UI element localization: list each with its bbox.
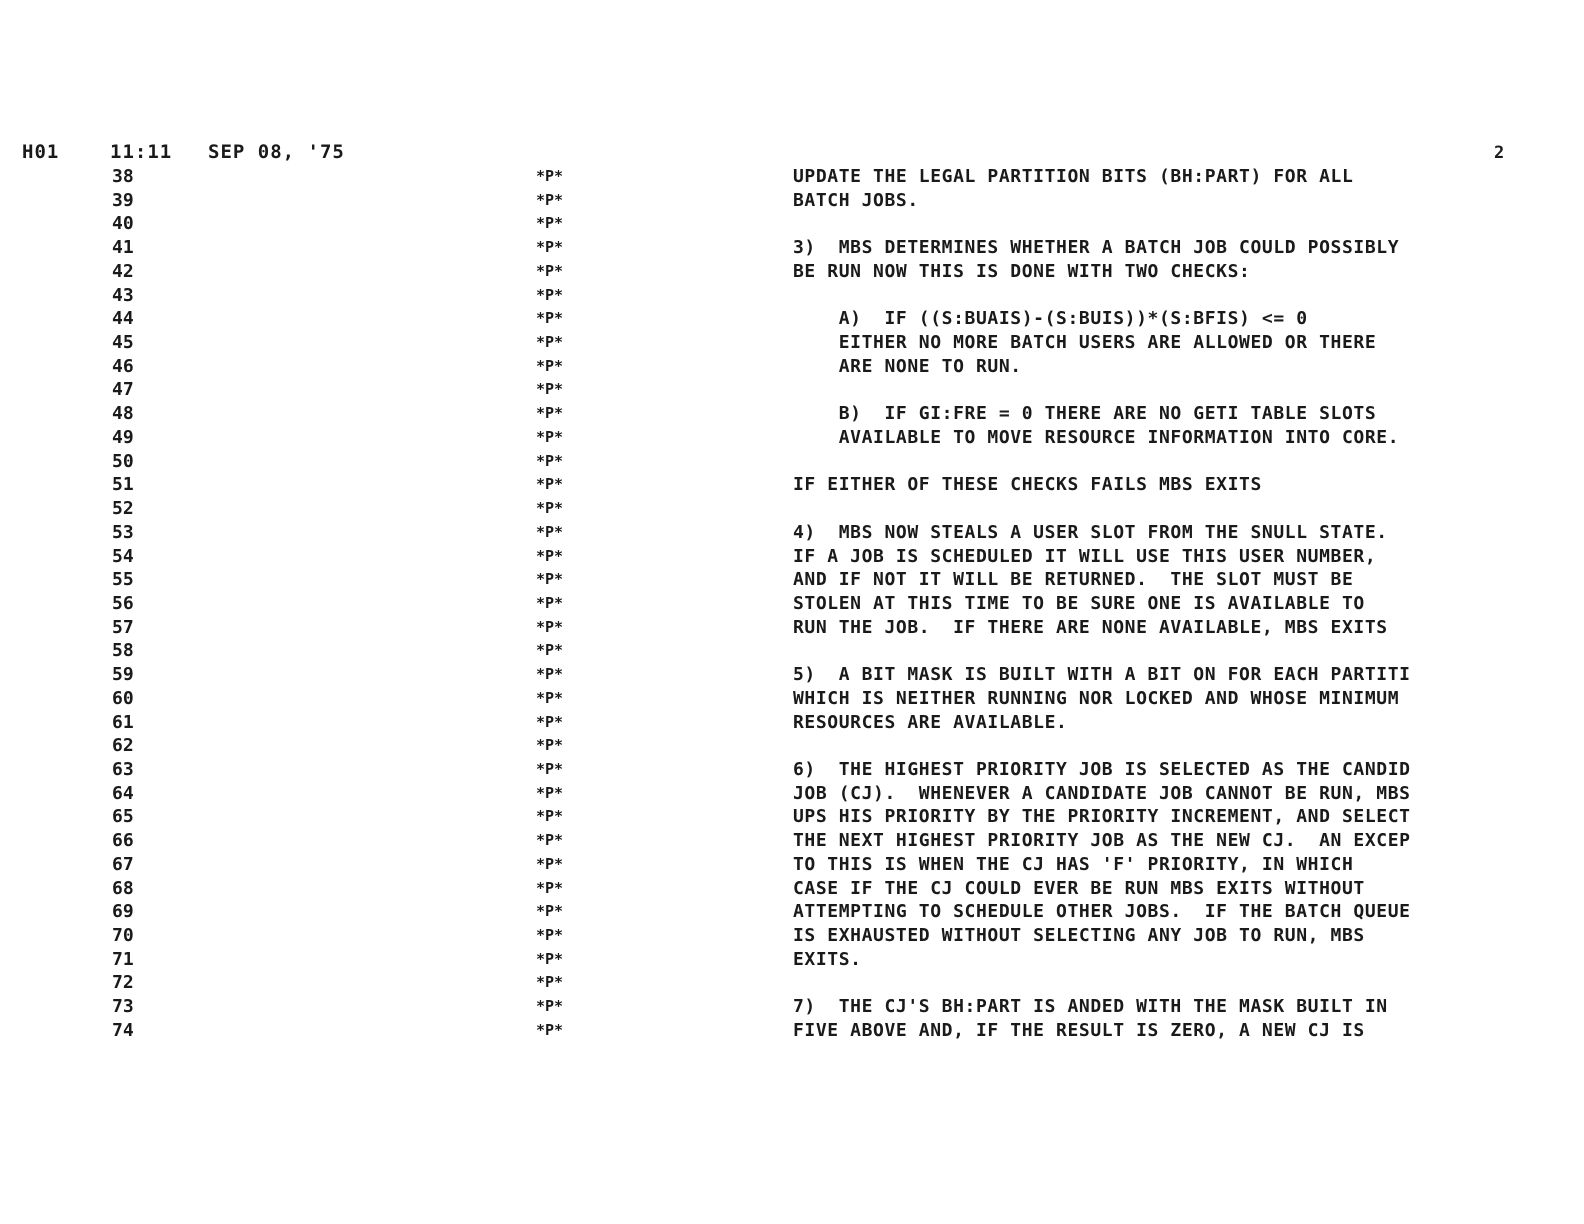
line-number: 67: [112, 853, 134, 875]
line-number: 58: [112, 640, 134, 662]
listing-line: [0, 568, 1584, 592]
comment-marker: *P*: [536, 261, 564, 280]
comment-marker: *P*: [536, 760, 564, 778]
line-text: UPDATE THE LEGAL PARTITION BITS (BH:PART) FOR ALL: [793, 166, 1354, 187]
line-number: 65: [112, 806, 134, 828]
line-number: 53: [112, 521, 134, 543]
line-text: A) IF ((S:BUAIS)-(S:BUIS))*(S:BFIS) <= 0: [793, 308, 1308, 330]
line-number: 56: [112, 592, 134, 614]
comment-marker: *P*: [536, 712, 564, 731]
listing-line: [0, 829, 1584, 853]
comment-marker: *P*: [536, 926, 564, 945]
comment-marker: *P*: [536, 499, 564, 518]
line-text: RESOURCES ARE AVAILABLE.: [793, 711, 1068, 733]
comment-marker: *P*: [536, 333, 564, 352]
line-text: IS EXHAUSTED WITHOUT SELECTING ANY JOB TO RUN, MBS: [793, 925, 1365, 947]
comment-marker: *P*: [536, 949, 564, 968]
line-text: FIVE ABOVE AND, IF THE RESULT IS ZERO, A NEW CJ IS: [793, 1019, 1365, 1041]
comment-marker: *P*: [536, 617, 564, 636]
listing-line: [0, 331, 1584, 355]
comment-marker: *P*: [536, 451, 564, 470]
line-text: 3) MBS DETERMINES WHETHER A BATCH JOB COULD POSSIBLY: [793, 237, 1400, 259]
listing-line: [0, 616, 1584, 640]
comment-marker: *P*: [536, 736, 564, 755]
listing-line: [0, 450, 1584, 474]
line-text: ATTEMPTING TO SCHEDULE OTHER JOBS. IF THE BATCH QUEUE: [793, 901, 1411, 923]
listing-line: [0, 663, 1584, 687]
line-number: 50: [112, 450, 134, 472]
comment-marker: *P*: [536, 285, 564, 304]
listing-line: [0, 924, 1584, 948]
line-number: 47: [112, 379, 134, 401]
listing-line: [0, 877, 1584, 901]
comment-marker: *P*: [536, 783, 564, 802]
comment-marker: *P*: [536, 1020, 564, 1039]
line-number: 59: [112, 664, 134, 686]
listing-line: [0, 521, 1584, 545]
comment-marker: *P*: [536, 546, 564, 565]
line-number: 48: [112, 403, 134, 425]
line-number: 38: [112, 166, 134, 187]
comment-marker: *P*: [536, 404, 564, 423]
line-number: 70: [112, 925, 134, 947]
comment-marker: *P*: [536, 878, 564, 897]
listing-line: [0, 805, 1584, 829]
listing-line: [0, 307, 1584, 331]
comment-marker: *P*: [536, 997, 564, 1016]
line-number: 45: [112, 332, 134, 354]
comment-marker: *P*: [536, 380, 564, 399]
line-number: 43: [112, 284, 134, 306]
line-number: 62: [112, 735, 134, 757]
listing-line: [0, 995, 1584, 1019]
comment-marker: *P*: [536, 831, 564, 850]
line-text: STOLEN AT THIS TIME TO BE SURE ONE IS AVAILABLE TO: [793, 592, 1365, 614]
comment-marker: *P*: [536, 854, 564, 873]
line-text: EXITS.: [793, 948, 862, 970]
comment-marker: *P*: [536, 665, 564, 684]
listing-line: [0, 687, 1584, 711]
listing-line: [0, 165, 1584, 189]
line-number: 46: [112, 355, 134, 377]
listing-line: [0, 189, 1584, 213]
line-text: WHICH IS NEITHER RUNNING NOR LOCKED AND WHOSE MINIMUM: [793, 687, 1400, 709]
comment-marker: *P*: [536, 238, 564, 257]
line-text: 7) THE CJ'S BH:PART IS ANDED WITH THE MASK BUILT IN: [793, 996, 1388, 1018]
line-text: B) IF GI:FRE = 0 THERE ARE NO GETI TABLE SLOTS: [793, 403, 1377, 425]
line-text: TO THIS IS WHEN THE CJ HAS 'F' PRIORITY, IN WHICH: [793, 853, 1354, 875]
line-number: 42: [112, 260, 134, 282]
listing-line: [0, 473, 1584, 497]
line-text: BATCH JOBS.: [793, 189, 919, 211]
listing-line: [0, 971, 1584, 995]
line-number: 74: [112, 1019, 134, 1041]
listing-line: [0, 592, 1584, 616]
line-text: 4) MBS NOW STEALS A USER SLOT FROM THE SNULL STATE.: [793, 521, 1388, 543]
line-text: AVAILABLE TO MOVE RESOURCE INFORMATION INTO CORE.: [793, 426, 1400, 448]
line-text: EITHER NO MORE BATCH USERS ARE ALLOWED OR THERE: [793, 332, 1377, 354]
comment-marker: *P*: [536, 593, 564, 612]
listing-line: [0, 378, 1584, 402]
line-number: 51: [112, 474, 134, 496]
comment-marker: *P*: [536, 214, 564, 233]
comment-marker: *P*: [536, 570, 564, 589]
line-number: 68: [112, 877, 134, 899]
listing-line: [0, 545, 1584, 569]
line-number: 71: [112, 948, 134, 970]
listing-line: [0, 426, 1584, 450]
listing-line: [0, 212, 1584, 236]
line-text: ARE NONE TO RUN.: [793, 355, 1022, 377]
comment-marker: *P*: [536, 688, 564, 707]
line-text: 5) A BIT MASK IS BUILT WITH A BIT ON FOR EACH PARTITI: [793, 664, 1411, 686]
comment-marker: *P*: [536, 973, 564, 992]
comment-marker: *P*: [536, 522, 564, 541]
line-text: JOB (CJ). WHENEVER A CANDIDATE JOB CANNOT BE RUN, MBS: [793, 782, 1411, 804]
listing-line: [0, 1019, 1584, 1043]
listing-line: [0, 948, 1584, 972]
line-number: 44: [112, 308, 134, 330]
line-number: 69: [112, 901, 134, 923]
listing-line: [0, 758, 1584, 782]
comment-marker: *P*: [536, 902, 564, 921]
line-number: 64: [112, 782, 134, 804]
comment-marker: *P*: [536, 807, 564, 826]
comment-marker: *P*: [536, 190, 564, 209]
listing-line: [0, 402, 1584, 426]
line-text: IF A JOB IS SCHEDULED IT WILL USE THIS USER NUMBER,: [793, 545, 1377, 567]
line-number: 63: [112, 759, 134, 780]
header-date: SEP 08, '75: [208, 141, 345, 163]
comment-marker: *P*: [536, 309, 564, 328]
line-number: 52: [112, 498, 134, 520]
line-number: 55: [112, 569, 134, 591]
line-text: CASE IF THE CJ COULD EVER BE RUN MBS EXITS WITHOUT: [793, 877, 1365, 899]
header-code: H01: [22, 141, 60, 163]
line-number: 41: [112, 237, 134, 259]
listing-line: [0, 900, 1584, 924]
line-text: AND IF NOT IT WILL BE RETURNED. THE SLOT MUST BE: [793, 569, 1354, 591]
line-number: 72: [112, 972, 134, 994]
line-text: THE NEXT HIGHEST PRIORITY JOB AS THE NEW CJ. AN EXCEP: [793, 830, 1411, 852]
listing-line: [0, 236, 1584, 260]
listing-line: [0, 782, 1584, 806]
line-number: 39: [112, 189, 134, 211]
line-number: 54: [112, 545, 134, 567]
listing-line: [0, 497, 1584, 521]
comment-marker: *P*: [536, 641, 564, 660]
line-number: 40: [112, 213, 134, 235]
comment-marker: *P*: [536, 167, 564, 185]
page-number: 2: [1494, 143, 1505, 163]
line-number: 60: [112, 687, 134, 709]
header-time: 11:11: [110, 141, 173, 163]
line-number: 66: [112, 830, 134, 852]
line-number: 49: [112, 426, 134, 448]
listing-line: [0, 355, 1584, 379]
comment-marker: *P*: [536, 475, 564, 494]
line-text: UPS HIS PRIORITY BY THE PRIORITY INCREMENT, AND SELECT: [793, 806, 1411, 828]
listing-line: [0, 853, 1584, 877]
line-text: RUN THE JOB. IF THERE ARE NONE AVAILABLE, MBS EXITS: [793, 616, 1388, 638]
listing-line: [0, 284, 1584, 308]
listing-line: [0, 639, 1584, 663]
line-text: BE RUN NOW THIS IS DONE WITH TWO CHECKS:: [793, 260, 1251, 282]
listing-line: [0, 260, 1584, 284]
line-number: 57: [112, 616, 134, 638]
listing-line: [0, 734, 1584, 758]
comment-marker: *P*: [536, 427, 564, 446]
line-text: 6) THE HIGHEST PRIORITY JOB IS SELECTED AS THE CANDID: [793, 759, 1411, 780]
line-number: 73: [112, 996, 134, 1018]
listing-line: [0, 711, 1584, 735]
comment-marker: *P*: [536, 356, 564, 375]
line-number: 61: [112, 711, 134, 733]
line-text: IF EITHER OF THESE CHECKS FAILS MBS EXITS: [793, 474, 1262, 496]
